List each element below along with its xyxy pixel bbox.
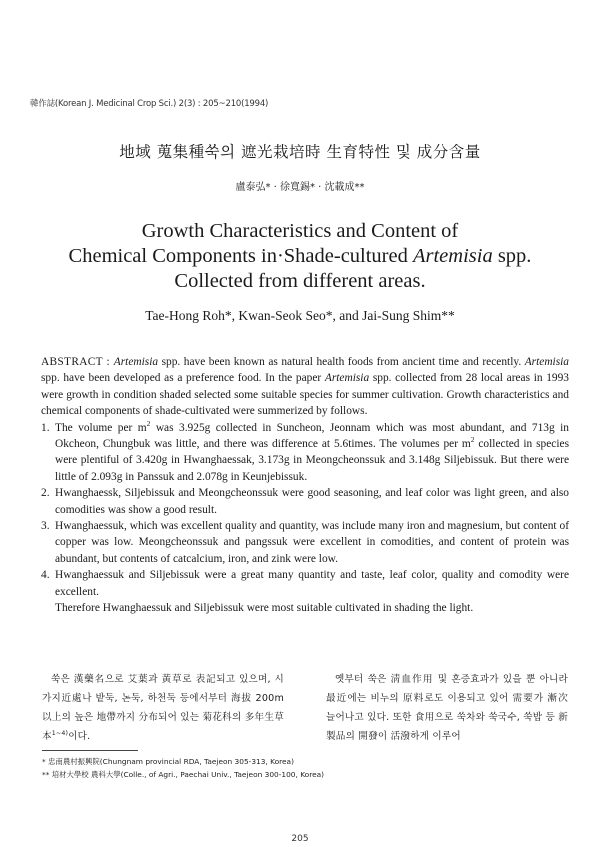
body-column-left [42,670,284,746]
korean-title: 地域 蒐集種쑥의 遮光栽培時 生育特性 및 成分含量 [119,143,481,161]
footnote-affiliation-1: * 忠南農村振興院(Chungnam provincial RDA, Taejeon 305-313, Korea) [42,757,294,766]
item-number: 4. [41,569,50,582]
abstract-intro [41,354,569,420]
results-list [41,420,569,600]
korean-authors: 盧泰弘* · 徐寬錫* · 沈載成** [235,182,365,193]
result-item [41,420,569,486]
citation-superscript: 1~4) [51,729,69,737]
item-number: 2. [41,487,50,500]
footnote-affiliation-2: ** 培材大學校 農科大學(Colle., of Agri., Paechai Univ., Taejeon 300-100, Korea) [42,770,325,779]
item-text: The volume per m [55,421,147,434]
superscript: 2 [470,435,475,445]
body-text: 쑥은 漢藥名으로 艾葉과 黃草로 表記되고 있으며, 시가지近處나 밭둑, 논둑, 하천둑 등에서부터 海拔 200m以上의 높은 地帶까지 分布되어 있는 菊花科의 多年生草本 [42,674,284,742]
abstract [41,354,569,617]
abstract-conclusion: Therefore Hwanghaessuk and Siljebissuk were most suitable cultivated in shading the light. [55,602,474,615]
body-paragraph: 옛부터 쑥은 淸血作用 및 혼증효과가 있을 뿐 아니라 最近에는 비누의 原料로도 이용되고 있어 需要가 漸次 늘어나고 있다. 또한 食用으로 쑥차와 쑥국수, 쑥밥 등 新製品의 開發이 活潑하게 이루어 [326,674,568,742]
journal-citation: 韓作誌(Korean J. Medicinal Crop Sci.) 2(3) : 205~210(1994) [30,99,269,109]
title-text: spp. [492,245,532,267]
abstract-text: spp. have been known as natural health foods from ancient time and recently. [158,356,525,368]
item-number: 1. [41,421,50,434]
footnotes [42,755,562,781]
result-item [41,518,569,567]
result-item [41,485,569,518]
superscript: 2 [146,418,151,428]
english-title-line-1: Growth Characteristics and Content of [141,220,459,242]
body-paragraph [42,670,284,746]
item-text: Hwanghaessuk, which was excellent quality and quantity, was include many iron and magnesium, but content of copper was low. Meongcheonssuk and pangssuk were excellent in comodities, and content of protein was abundant, but contents of catcalcium, iron, and zink were low. [55,520,569,565]
page-number: 205 [291,834,309,844]
abstract-text: spp. have been developed as a preference food. In the paper [41,372,325,385]
item-text: collected in species were plentiful of 3.420g in Hwanghaessak, 3.173g in Meongcheonssuk and 3.148g Siljebissuk. But there were little of 2.093g in Panssuk and 2.078g in Keunjebissuk. [55,438,570,483]
abstract-text: spp. collected from 28 local areas in 1993 were growth in condition shaded selected some suitable species for summer cultivation. Growth characteristics and chemical components of shade-cultivated were summerized by follows. [41,372,570,418]
english-title-line-3: Collected from different areas. [174,270,426,292]
item-text: was 3.925g collected in Suncheon, Jeonnam which was most abundant, and 713g in Okcheon, Chungbuk was little, and there was difference at 5.6times. The volumes per m [55,421,570,451]
body-column-right [326,670,568,746]
title-text: Chemical Components in·Shade-cultured [68,245,413,267]
item-text: Hwanghaessuk and Siljebissuk were a great many quantity and taste, leaf color, quality and comodity were excellent. [55,569,569,598]
english-authors: Tae-Hong Roh*, Kwan-Seok Seo*, and Jai-Sung Shim** [145,308,455,323]
english-title-line-2 [0,244,600,269]
genus-name: Artemisia [524,356,569,368]
body-text: 이다. [68,731,91,742]
genus-name: Artemisia [324,372,370,385]
item-number: 3. [41,520,50,533]
footnote-divider [42,750,138,751]
abstract-label: ABSTRACT : [41,356,114,368]
item-text: Hwanghaessk, Siljebissuk and Meongcheonssuk were good seasoning, and leaf color was light green, and also comodities was show a good result. [55,487,569,516]
genus-name: Artemisia [113,356,159,368]
english-title [0,219,600,294]
result-item [41,567,569,600]
genus-name: Artemisia [412,245,493,267]
